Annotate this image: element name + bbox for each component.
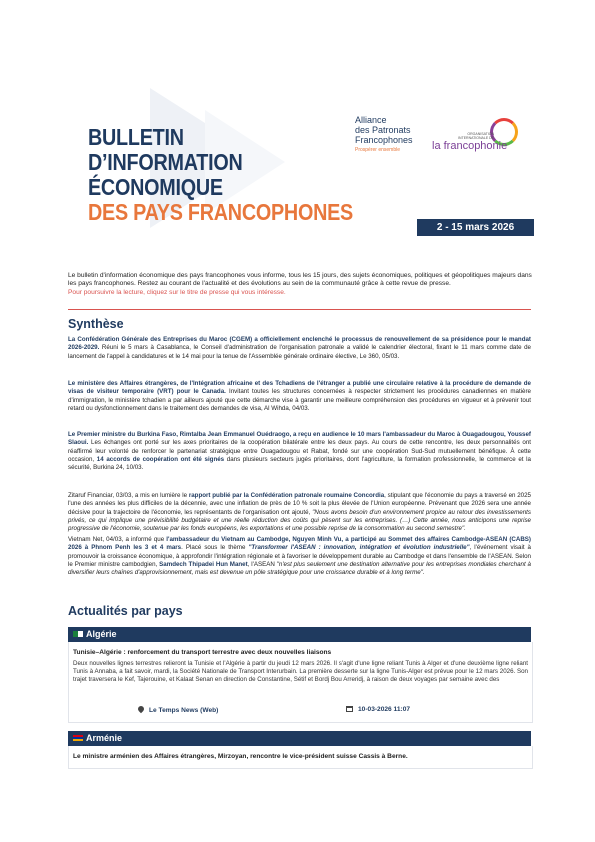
apf-logo-line2: des Patronats — [355, 125, 411, 135]
p5-text3: , l'événement visait à promouvoir la croissance économique, à approfondir l'intégration régionale et à favoriser le développement durable au Cambodge et dans l'ensemble de l'ASEAN. Selon le Premier ministre cambodgien, — [68, 544, 532, 568]
title-line-3: ÉCONOMIQUE — [88, 174, 223, 200]
actualites-heading: Actualités par pays — [68, 604, 183, 618]
p4-text2: , stipulant que l'économie du pays a traversé en 2025 l'une des années les plus difficiles de la décennie, avec une inflation de près de 10 % soit la plus élevée de l'Union européenne. Prévenant que 2026 sera une année décisive pour la trajectoire de l'économie, les représentants de l'organisation ont ajouté, — [68, 492, 531, 516]
p5-theme: "Transformer l'ASEAN : innovation, intégration et évolution industrielle" — [248, 544, 470, 552]
article-source-name: Le Temps News (Web) — [149, 707, 219, 714]
synthese-paragraph-2 — [68, 380, 531, 413]
synthese-paragraph-1 — [68, 336, 531, 361]
apf-logo — [355, 115, 413, 155]
p5-quote: "n'est plus seulement une destination alternative pour les entreprises mondiales cherchant à diversifier leurs chaînes d'approvisionnement, mais est devenue un pôle stratégique pour une croissance durable et à long terme". — [68, 560, 532, 577]
article-title[interactable]: Le ministre arménien des Affaires étrangères, Mirzoyan, rencontre le vice-président suisse Cassis à Berne. — [73, 753, 408, 760]
p4-bold: rapport publié par la Confédération patronale roumaine Concordia — [188, 492, 385, 499]
location-pin-icon — [137, 705, 145, 713]
apf-logo-line3: Francophones — [355, 135, 413, 145]
synthese-paragraph-5 — [68, 536, 531, 577]
article-card-algerie — [68, 642, 533, 723]
separator — [68, 309, 531, 310]
p3-bold2: 14 accords de coopération ont été signés — [96, 455, 225, 463]
p4-quote: "Nous avons besoin d'un environnement propice au retour des investissements privés, ce qui implique une prévisibilité budgétaire et une réelle réduction des coûts qui pèsent sur les entreprises. (…) Cette année, nous anticipons une reprise progressive de l'économie, soutenue par les fonds européens, les exportations et une possible reprise de la consommation au second semestre". — [68, 508, 531, 533]
article-title[interactable]: Tunisie–Algérie : renforcement du transport terrestre avec deux nouvelles liaisons — [73, 649, 332, 656]
francophonie-logo-small: ORGANISATION INTERNATIONALE DE — [458, 132, 494, 140]
article-body: Deux nouvelles lignes terrestres relieront la Tunisie et l'Algérie à partir du jeudi 12 mars 2026. Il s'agit d'une ligne reliant Tunis à Alger et d'une deuxième ligne reliant Tunis à Annaba, a fait savoir, mardi, la Société Nationale de Transport Interurbain. La première desserte sur la ligne Tunis-Alger est prévue pour le 12 mars 2026. Son trajet traversera le Kef, Tajerouine, et Kalaat Senan en direction de Constantine, Sétif et Bordj Bou Arreridj, à raison de deux voyages par semaine avec des — [73, 660, 528, 684]
calendar-icon — [346, 706, 353, 712]
article-date — [346, 706, 410, 713]
country-name: Arménie — [86, 733, 123, 743]
apf-logo-line1: Alliance — [355, 115, 387, 125]
p5-text4: , l'ASEAN — [247, 560, 277, 568]
synthese-heading: Synthèse — [68, 317, 124, 331]
p2-text: Invitant toutes les structures concernées à respecter strictement les procédures canadiennes en matière d'immigration, le ministère tchadien a par ailleurs ajouté que cette démarche vise à garantir une meilleure compréhension des procédures en vigueur et à prévenir tout retard ou dysfonctionnement dans le traitement des demandes de visa, Al Wihda, 04/03. — [68, 388, 531, 412]
p5-text: Vietnam Net, 04/03, a informé que — [68, 536, 167, 543]
article-date-value: 10-03-2026 11:07 — [358, 706, 411, 713]
armenia-flag-icon — [73, 735, 83, 741]
p2-bold: Le ministère des Affaires étrangères, de l'Intégration africaine et des Tchadiens de l'étranger a publié une circulaire relative à la procédure de demande de visas de visiteur temporaire (VRT) pour le Canada. — [68, 380, 531, 396]
p5-bold: l'ambassadeur du Vietnam au Cambodge, Nguyen Minh Vu, a participé au Sommet des affaires Cambodge-ASEAN (CABS) 2026 à Phnom Penh les 3 et 4 mars — [68, 536, 531, 552]
title-line-1: BULLETIN — [88, 124, 184, 150]
p5-text2: . Placé sous le thème — [181, 544, 249, 552]
p3-bold: Le Premier ministre du Burkina Faso, Rimtalba Jean Emmanuel Ouédraogo, a reçu en audience le 10 mars l'ambassadeur du Maroc à Ouagadougou, Youssef Slaoui. — [68, 431, 531, 447]
p1-text: Réuni le 5 mars à Casablanca, le Conseil d'administration de l'organisation patronale a validé le calendrier électoral, fixant le 11 mars comme date de lancement de l'appel à candidatures et le 14 mai pour la tenue de l'Assemblée générale ordinaire élective, Le 360, 05/03. — [68, 344, 531, 360]
country-name: Algérie — [86, 629, 117, 639]
date-range-badge: 2 - 15 mars 2026 — [417, 219, 534, 236]
francophonie-logo-name: la francophonie — [432, 140, 508, 152]
p3-text: Les échanges ont porté sur les axes prioritaires de la coopération bilatérale entre les deux pays. Au cours de cette rencontre, les deux personnalités ont réaffirmé leur volonté de renforcer le partenariat stratégique entre Ouagadougou et Rabat, fondé sur une coopération Sud-Sud mutuellement bénéfique. À cette occasion, — [68, 439, 531, 463]
apf-logo-tagline: Prospérer ensemble — [355, 147, 401, 153]
p3-text2: dans plusieurs secteurs jugés prioritaires, dont l'agriculture, la formation professionnelle, le commerce et la sécurité, Burkina 24, 10/03. — [68, 455, 531, 472]
p1-bold: La Confédération Générale des Entreprises du Maroc (CGEM) a officiellement enclenché le processus de renouvellement de sa présidence pour le mandat 2026-2029. — [68, 336, 531, 352]
country-bar-algerie[interactable] — [68, 627, 531, 642]
article-source — [138, 706, 218, 714]
intro-text: Le bulletin d'information économique des pays francophones vous informe, tous les 15 jours, des sujets économiques, politiques et géopolitiques majeurs dans les pays francophones. Restez au courant de l'actualité et des évolutions au sein de la communauté grâce à cette revue de presse. — [68, 272, 532, 288]
intro — [68, 272, 538, 297]
p4-text: Zitaruf Financiar, 03/03, a mis en lumière le — [68, 492, 189, 499]
title-line-2: D’INFORMATION — [88, 149, 243, 175]
p5-bold2: Samdech Thipadei Hun Manet — [159, 560, 248, 568]
article-card-armenie — [68, 746, 533, 769]
synthese-paragraph-4 — [68, 492, 531, 533]
synthese-paragraph-3 — [68, 431, 531, 472]
intro-link[interactable]: Pour poursuivre la lecture, cliquez sur le titre de presse qui vous intéresse. — [68, 288, 286, 296]
algeria-flag-icon — [73, 631, 83, 637]
title-line-accent: DES PAYS FRANCOPHONES — [88, 199, 353, 225]
country-bar-armenie[interactable] — [68, 731, 531, 746]
